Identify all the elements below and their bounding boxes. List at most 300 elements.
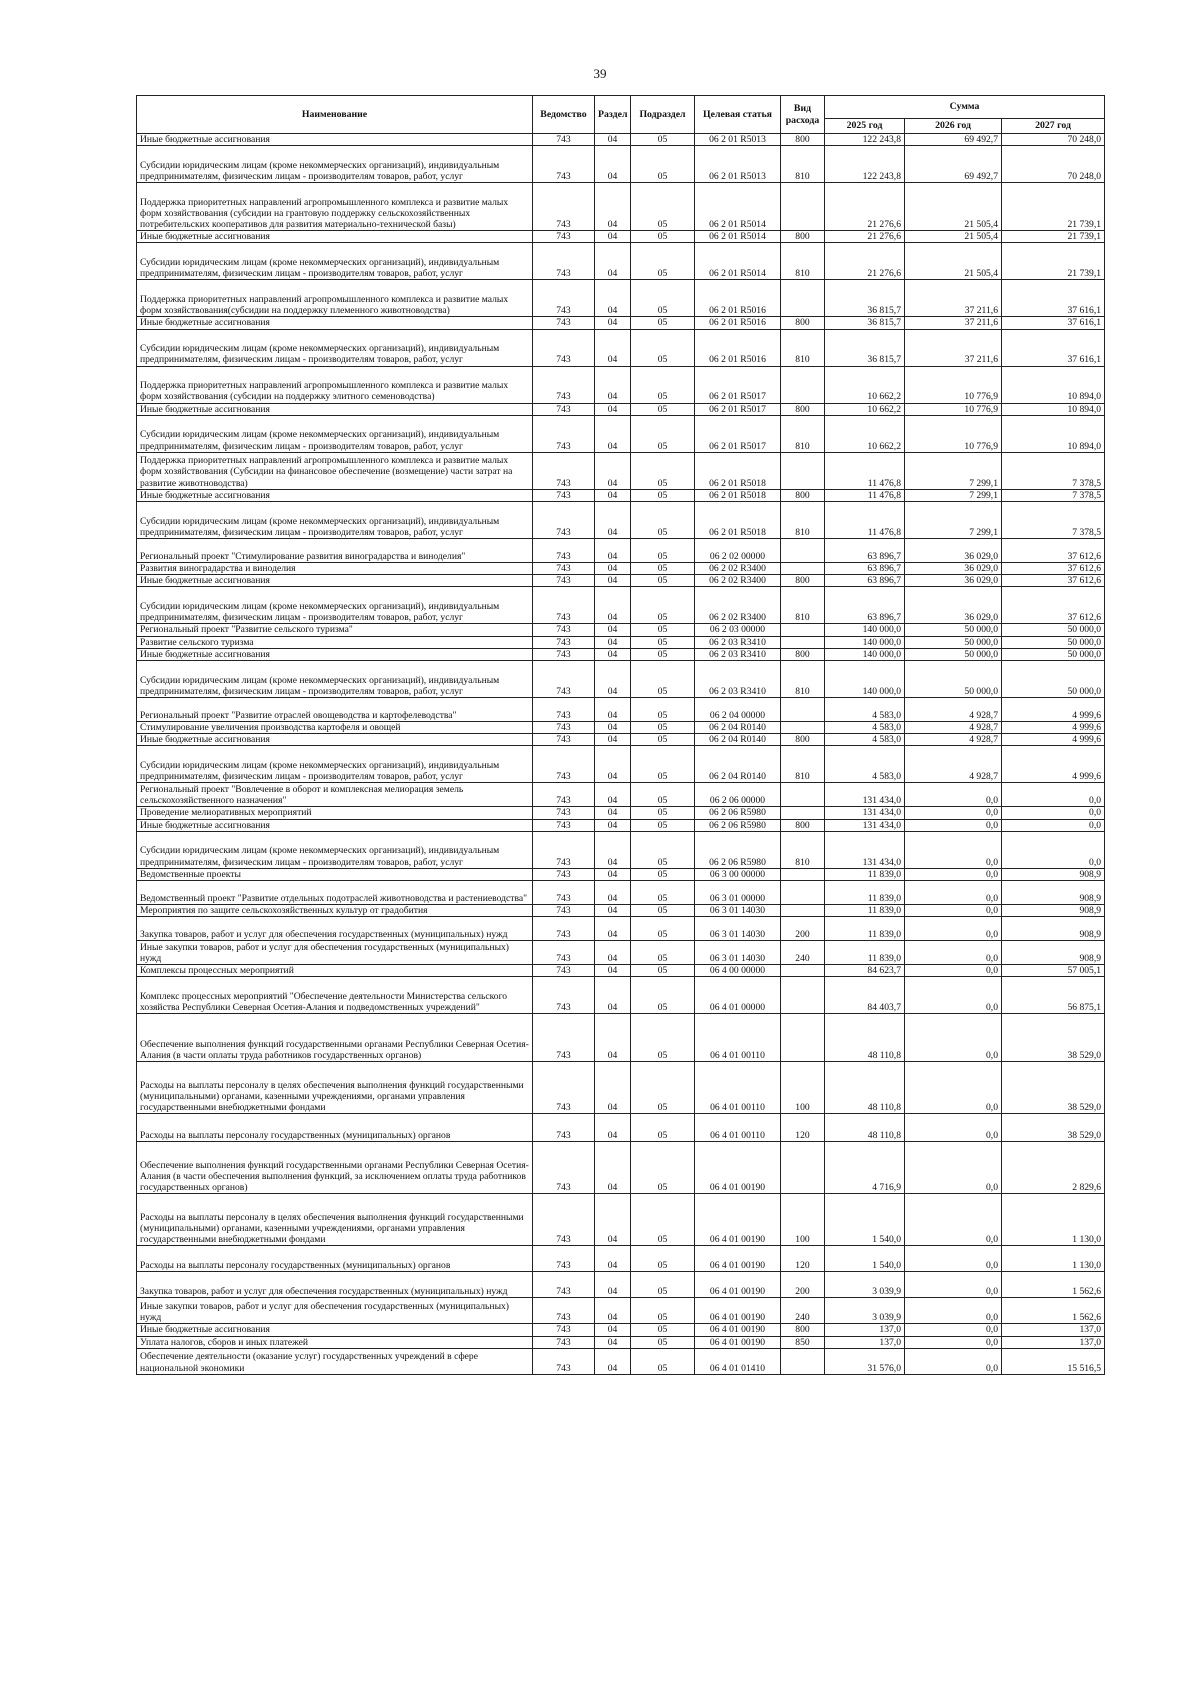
row-target: 06 2 04 00000 (695, 698, 781, 722)
row-sum-2027: 37 616,1 (1002, 329, 1105, 366)
table-row (137, 563, 1105, 575)
row-razdel: 04 (595, 698, 631, 722)
row-sum-2026: 0,0 (905, 1014, 1002, 1062)
row-name: Иные закупки товаров, работ и услуг для обеспечения государственных (муниципальных) нужд (137, 1298, 533, 1324)
row-razdel: 04 (595, 146, 631, 183)
row-razdel: 04 (595, 539, 631, 563)
row-sum-2026: 69 492,7 (905, 134, 1002, 146)
row-vid: 800 (781, 734, 825, 746)
row-vid: 800 (781, 134, 825, 146)
row-sum-2025: 48 110,8 (825, 1062, 905, 1114)
row-sum-2026: 4 928,7 (905, 746, 1002, 783)
row-podrazdel: 05 (631, 905, 695, 917)
row-vedomstvo: 743 (533, 183, 595, 231)
row-vedomstvo: 743 (533, 905, 595, 917)
row-vedomstvo: 743 (533, 539, 595, 563)
row-razdel: 04 (595, 807, 631, 819)
row-name: Мероприятия по защите сельскохозяйственных культур от градобития (137, 905, 533, 917)
row-podrazdel: 05 (631, 183, 695, 231)
header-vid: Вид расхода (781, 96, 825, 134)
row-sum-2026: 0,0 (905, 917, 1002, 941)
row-target: 06 2 02 R3400 (695, 563, 781, 575)
row-vedomstvo: 743 (533, 698, 595, 722)
row-sum-2027: 57 005,1 (1002, 965, 1105, 977)
row-sum-2027: 21 739,1 (1002, 243, 1105, 280)
row-vedomstvo: 743 (533, 881, 595, 905)
row-vid: 810 (781, 243, 825, 280)
row-sum-2026: 0,0 (905, 1246, 1002, 1272)
row-sum-2027: 908,9 (1002, 941, 1105, 965)
table-row (137, 1272, 1105, 1298)
row-podrazdel: 05 (631, 1336, 695, 1348)
row-name: Иные бюджетные ассигнования (137, 403, 533, 415)
row-sum-2025: 11 839,0 (825, 905, 905, 917)
row-sum-2025: 63 896,7 (825, 575, 905, 587)
row-vedomstvo: 743 (533, 661, 595, 698)
row-name: Региональный проект "Вовлечение в оборот и комплексная мелиорация земель сельскохозяйственного назначения" (137, 783, 533, 807)
row-podrazdel: 05 (631, 977, 695, 1014)
row-sum-2027: 137,0 (1002, 1336, 1105, 1348)
table-row (137, 1324, 1105, 1336)
table-row (137, 698, 1105, 722)
row-sum-2025: 11 476,8 (825, 489, 905, 501)
row-sum-2027: 4 999,6 (1002, 698, 1105, 722)
row-target: 06 4 01 00000 (695, 977, 781, 1014)
budget-table (136, 95, 1105, 1375)
table-row (137, 1246, 1105, 1272)
row-sum-2025: 21 276,6 (825, 243, 905, 280)
row-sum-2025: 3 039,9 (825, 1298, 905, 1324)
row-vid: 800 (781, 648, 825, 660)
table-row (137, 403, 1105, 415)
row-name: Поддержка приоритетных направлений агропромышленного комплекса и развитие малых форм хозяйствования (Субсидии на финансовое обеспечение (возмещение) части затрат на развитие животноводства) (137, 452, 533, 489)
row-target: 06 2 06 R5980 (695, 807, 781, 819)
row-sum-2026: 0,0 (905, 1336, 1002, 1348)
row-vedomstvo: 743 (533, 366, 595, 403)
row-sum-2025: 63 896,7 (825, 539, 905, 563)
row-razdel: 04 (595, 868, 631, 880)
row-vid: 200 (781, 1272, 825, 1298)
row-sum-2026: 0,0 (905, 1194, 1002, 1246)
row-sum-2026: 0,0 (905, 977, 1002, 1014)
row-razdel: 04 (595, 1246, 631, 1272)
row-target: 06 3 01 14030 (695, 905, 781, 917)
row-sum-2027: 4 999,6 (1002, 734, 1105, 746)
row-vid: 810 (781, 831, 825, 868)
row-sum-2026: 69 492,7 (905, 146, 1002, 183)
row-sum-2025: 4 583,0 (825, 746, 905, 783)
row-name: Развития виноградарства и виноделия (137, 563, 533, 575)
row-sum-2027: 0,0 (1002, 819, 1105, 831)
row-razdel: 04 (595, 329, 631, 366)
row-vid: 810 (781, 502, 825, 539)
row-target: 06 2 06 R5980 (695, 831, 781, 868)
row-name: Развитие сельского туризма (137, 636, 533, 648)
row-vedomstvo: 743 (533, 965, 595, 977)
row-sum-2026: 0,0 (905, 1298, 1002, 1324)
row-sum-2026: 0,0 (905, 1114, 1002, 1142)
row-razdel: 04 (595, 183, 631, 231)
row-target: 06 2 01 R5014 (695, 231, 781, 243)
row-podrazdel: 05 (631, 819, 695, 831)
row-sum-2025: 11 839,0 (825, 941, 905, 965)
row-razdel: 04 (595, 317, 631, 329)
row-name: Расходы на выплаты персоналу в целях обеспечения выполнения функций государственными (муниципальными) органами, казенными учреждениями, органами управления государственными внебюджетными фондами (137, 1062, 533, 1114)
row-podrazdel: 05 (631, 280, 695, 317)
row-razdel: 04 (595, 563, 631, 575)
row-vedomstvo: 743 (533, 502, 595, 539)
row-sum-2026: 4 928,7 (905, 698, 1002, 722)
row-sum-2025: 48 110,8 (825, 1014, 905, 1062)
row-sum-2025: 3 039,9 (825, 1272, 905, 1298)
row-vedomstvo: 743 (533, 1142, 595, 1194)
table-row (137, 722, 1105, 734)
row-name: Субсидии юридическим лицам (кроме некоммерческих организаций), индивидуальным предпринимателям, физическим лицам - производителям товаров, работ, услуг (137, 502, 533, 539)
row-sum-2027: 37 612,6 (1002, 575, 1105, 587)
row-sum-2025: 137,0 (825, 1324, 905, 1336)
row-sum-2025: 11 839,0 (825, 881, 905, 905)
row-target: 06 2 01 R5014 (695, 243, 781, 280)
row-sum-2027: 908,9 (1002, 868, 1105, 880)
row-podrazdel: 05 (631, 575, 695, 587)
row-sum-2025: 10 662,2 (825, 415, 905, 452)
row-name: Субсидии юридическим лицам (кроме некоммерческих организаций), индивидуальным предпринимателям, физическим лицам - производителям товаров, работ, услуг (137, 661, 533, 698)
row-vedomstvo: 743 (533, 243, 595, 280)
row-sum-2025: 4 583,0 (825, 698, 905, 722)
row-target: 06 4 01 00190 (695, 1272, 781, 1298)
table-row (137, 661, 1105, 698)
row-name: Иные бюджетные ассигнования (137, 648, 533, 660)
header-2027: 2027 год (1002, 119, 1105, 134)
row-target: 06 2 04 R0140 (695, 722, 781, 734)
row-razdel: 04 (595, 905, 631, 917)
row-sum-2026: 36 029,0 (905, 575, 1002, 587)
table-row (137, 317, 1105, 329)
row-name: Расходы на выплаты персоналу государственных (муниципальных) органов (137, 1114, 533, 1142)
row-sum-2025: 10 662,2 (825, 366, 905, 403)
row-name: Иные бюджетные ассигнования (137, 489, 533, 501)
row-vedomstvo: 743 (533, 575, 595, 587)
row-podrazdel: 05 (631, 624, 695, 636)
row-razdel: 04 (595, 587, 631, 624)
row-podrazdel: 05 (631, 722, 695, 734)
row-name: Уплата налогов, сборов и иных платежей (137, 1336, 533, 1348)
row-sum-2026: 36 029,0 (905, 587, 1002, 624)
row-vedomstvo: 743 (533, 831, 595, 868)
table-row (137, 183, 1105, 231)
row-vid (781, 965, 825, 977)
row-vid: 800 (781, 231, 825, 243)
row-name: Иные бюджетные ассигнования (137, 734, 533, 746)
row-target: 06 2 01 R5014 (695, 183, 781, 231)
row-podrazdel: 05 (631, 502, 695, 539)
table-row (137, 415, 1105, 452)
row-vid: 800 (781, 403, 825, 415)
row-target: 06 4 01 00190 (695, 1298, 781, 1324)
row-name: Субсидии юридическим лицам (кроме некоммерческих организаций), индивидуальным предпринимателям, физическим лицам - производителям товаров, работ, услуг (137, 146, 533, 183)
row-vedomstvo: 743 (533, 734, 595, 746)
row-razdel: 04 (595, 134, 631, 146)
table-row (137, 1142, 1105, 1194)
row-razdel: 04 (595, 1348, 631, 1374)
row-sum-2025: 131 434,0 (825, 831, 905, 868)
row-sum-2027: 7 378,5 (1002, 452, 1105, 489)
row-vedomstvo: 743 (533, 587, 595, 624)
row-target: 06 4 01 00110 (695, 1114, 781, 1142)
row-vid: 100 (781, 1062, 825, 1114)
row-target: 06 2 02 00000 (695, 539, 781, 563)
row-sum-2026: 0,0 (905, 807, 1002, 819)
row-sum-2025: 11 476,8 (825, 502, 905, 539)
row-name: Поддержка приоритетных направлений агропромышленного комплекса и развитие малых форм хозяйствования (субсидии на грантовую поддержку сельскохозяйственных потребительских кооперативов для развития материально-технической базы) (137, 183, 533, 231)
row-name: Закупка товаров, работ и услуг для обеспечения государственных (муниципальных) нужд (137, 917, 533, 941)
row-vedomstvo: 743 (533, 1348, 595, 1374)
row-target: 06 2 01 R5016 (695, 329, 781, 366)
header-target: Целевая статья (695, 96, 781, 134)
row-sum-2026: 10 776,9 (905, 403, 1002, 415)
row-vid (781, 366, 825, 403)
row-name: Региональный проект "Развитие отраслей овощеводства и картофелеводства" (137, 698, 533, 722)
row-vedomstvo: 743 (533, 624, 595, 636)
row-podrazdel: 05 (631, 783, 695, 807)
row-vid (781, 783, 825, 807)
row-sum-2025: 21 276,6 (825, 183, 905, 231)
table-row (137, 783, 1105, 807)
row-target: 06 2 01 R5016 (695, 280, 781, 317)
row-razdel: 04 (595, 1272, 631, 1298)
row-sum-2026: 21 505,4 (905, 183, 1002, 231)
row-name: Ведомственные проекты (137, 868, 533, 880)
row-sum-2026: 0,0 (905, 819, 1002, 831)
row-podrazdel: 05 (631, 1324, 695, 1336)
row-razdel: 04 (595, 965, 631, 977)
table-row (137, 905, 1105, 917)
table-row (137, 1114, 1105, 1142)
row-sum-2027: 1 562,6 (1002, 1272, 1105, 1298)
row-sum-2025: 84 403,7 (825, 977, 905, 1014)
row-podrazdel: 05 (631, 317, 695, 329)
row-podrazdel: 05 (631, 746, 695, 783)
row-target: 06 2 01 R5017 (695, 366, 781, 403)
row-razdel: 04 (595, 1014, 631, 1062)
row-sum-2026: 37 211,6 (905, 329, 1002, 366)
row-sum-2026: 37 211,6 (905, 317, 1002, 329)
row-target: 06 2 01 R5017 (695, 415, 781, 452)
row-podrazdel: 05 (631, 539, 695, 563)
row-podrazdel: 05 (631, 243, 695, 280)
row-razdel: 04 (595, 746, 631, 783)
row-vedomstvo: 743 (533, 1324, 595, 1336)
row-sum-2025: 31 576,0 (825, 1348, 905, 1374)
row-target: 06 2 06 00000 (695, 783, 781, 807)
row-name: Комплексы процессных мероприятий (137, 965, 533, 977)
row-sum-2026: 21 505,4 (905, 231, 1002, 243)
row-sum-2027: 1 130,0 (1002, 1194, 1105, 1246)
row-vedomstvo: 743 (533, 317, 595, 329)
row-sum-2026: 0,0 (905, 1062, 1002, 1114)
row-vid (781, 1142, 825, 1194)
row-sum-2026: 50 000,0 (905, 648, 1002, 660)
row-podrazdel: 05 (631, 329, 695, 366)
row-podrazdel: 05 (631, 1114, 695, 1142)
row-razdel: 04 (595, 783, 631, 807)
row-sum-2026: 0,0 (905, 941, 1002, 965)
row-vedomstvo: 743 (533, 329, 595, 366)
row-podrazdel: 05 (631, 965, 695, 977)
table-row (137, 146, 1105, 183)
header-vedomstvo: Ведомство (533, 96, 595, 134)
row-sum-2027: 0,0 (1002, 783, 1105, 807)
row-podrazdel: 05 (631, 698, 695, 722)
row-name: Региональный проект "Развитие сельского туризма" (137, 624, 533, 636)
row-vedomstvo: 743 (533, 636, 595, 648)
row-sum-2025: 21 276,6 (825, 231, 905, 243)
row-name: Обеспечение выполнения функций государственными органами Республики Северная Осетия-Алания (в части обеспечения выполнения функций, за исключением оплаты труда работников государственных органов) (137, 1142, 533, 1194)
row-sum-2027: 50 000,0 (1002, 648, 1105, 660)
row-target: 06 2 03 R3410 (695, 661, 781, 698)
row-sum-2027: 21 739,1 (1002, 231, 1105, 243)
row-sum-2025: 36 815,7 (825, 280, 905, 317)
row-sum-2025: 131 434,0 (825, 783, 905, 807)
row-target: 06 2 02 R3400 (695, 587, 781, 624)
row-target: 06 2 03 R3410 (695, 636, 781, 648)
row-sum-2027: 50 000,0 (1002, 636, 1105, 648)
row-vid: 800 (781, 317, 825, 329)
row-razdel: 04 (595, 489, 631, 501)
row-name: Расходы на выплаты персоналу государственных (муниципальных) органов (137, 1246, 533, 1272)
row-sum-2025: 11 839,0 (825, 868, 905, 880)
row-sum-2027: 38 529,0 (1002, 1014, 1105, 1062)
row-podrazdel: 05 (631, 807, 695, 819)
row-name: Закупка товаров, работ и услуг для обеспечения государственных (муниципальных) нужд (137, 1272, 533, 1298)
row-sum-2025: 131 434,0 (825, 807, 905, 819)
row-razdel: 04 (595, 722, 631, 734)
row-sum-2025: 140 000,0 (825, 624, 905, 636)
table-row (137, 575, 1105, 587)
row-target: 06 2 01 R5013 (695, 146, 781, 183)
table-row (137, 329, 1105, 366)
table-row (137, 1298, 1105, 1324)
row-name: Субсидии юридическим лицам (кроме некоммерческих организаций), индивидуальным предпринимателям, физическим лицам - производителям товаров, работ, услуг (137, 243, 533, 280)
header-2025: 2025 год (825, 119, 905, 134)
row-sum-2025: 36 815,7 (825, 329, 905, 366)
row-podrazdel: 05 (631, 587, 695, 624)
row-razdel: 04 (595, 243, 631, 280)
row-target: 06 4 00 00000 (695, 965, 781, 977)
row-razdel: 04 (595, 831, 631, 868)
row-name: Субсидии юридическим лицам (кроме некоммерческих организаций), индивидуальным предпринимателям, физическим лицам - производителям товаров, работ, услуг (137, 329, 533, 366)
row-vedomstvo: 743 (533, 1298, 595, 1324)
row-sum-2025: 4 583,0 (825, 734, 905, 746)
row-target: 06 4 01 00190 (695, 1142, 781, 1194)
row-sum-2026: 7 299,1 (905, 452, 1002, 489)
row-target: 06 4 01 00190 (695, 1246, 781, 1272)
row-target: 06 4 01 00190 (695, 1336, 781, 1348)
row-vid (781, 698, 825, 722)
row-sum-2027: 38 529,0 (1002, 1062, 1105, 1114)
row-sum-2026: 0,0 (905, 905, 1002, 917)
table-row (137, 819, 1105, 831)
row-sum-2027: 0,0 (1002, 807, 1105, 819)
table-row (137, 231, 1105, 243)
row-vid: 810 (781, 587, 825, 624)
row-vid: 810 (781, 415, 825, 452)
row-vid (781, 977, 825, 1014)
row-razdel: 04 (595, 1142, 631, 1194)
row-vedomstvo: 743 (533, 807, 595, 819)
row-sum-2027: 1 130,0 (1002, 1246, 1105, 1272)
row-vid (781, 539, 825, 563)
row-sum-2025: 140 000,0 (825, 661, 905, 698)
row-vedomstvo: 743 (533, 819, 595, 831)
row-target: 06 4 01 00190 (695, 1194, 781, 1246)
row-name: Обеспечение выполнения функций государственными органами Республики Северная Осетия-Алания (в части оплаты труда работников государственных органов) (137, 1014, 533, 1062)
row-target: 06 2 06 R5980 (695, 819, 781, 831)
row-podrazdel: 05 (631, 648, 695, 660)
row-vedomstvo: 743 (533, 783, 595, 807)
row-podrazdel: 05 (631, 489, 695, 501)
row-sum-2027: 2 829,6 (1002, 1142, 1105, 1194)
row-name: Проведение мелиоративных мероприятий (137, 807, 533, 819)
row-name: Субсидии юридическим лицам (кроме некоммерческих организаций), индивидуальным предпринимателям, физическим лицам - производителям товаров, работ, услуг (137, 746, 533, 783)
row-razdel: 04 (595, 366, 631, 403)
row-vid (781, 1348, 825, 1374)
row-vedomstvo: 743 (533, 1114, 595, 1142)
row-name: Иные закупки товаров, работ и услуг для обеспечения государственных (муниципальных) нужд (137, 941, 533, 965)
row-sum-2026: 36 029,0 (905, 563, 1002, 575)
row-vedomstvo: 743 (533, 134, 595, 146)
row-vid (781, 807, 825, 819)
row-sum-2026: 0,0 (905, 965, 1002, 977)
row-vid (781, 722, 825, 734)
row-sum-2025: 11 839,0 (825, 917, 905, 941)
table-header (137, 96, 1105, 134)
row-vedomstvo: 743 (533, 489, 595, 501)
row-vedomstvo: 743 (533, 1272, 595, 1298)
row-sum-2027: 37 616,1 (1002, 317, 1105, 329)
table-row (137, 1348, 1105, 1374)
row-razdel: 04 (595, 231, 631, 243)
row-sum-2025: 84 623,7 (825, 965, 905, 977)
row-razdel: 04 (595, 941, 631, 965)
row-sum-2027: 37 612,6 (1002, 539, 1105, 563)
row-target: 06 2 03 R3410 (695, 648, 781, 660)
row-sum-2027: 15 516,5 (1002, 1348, 1105, 1374)
row-vedomstvo: 743 (533, 452, 595, 489)
table-row (137, 539, 1105, 563)
row-sum-2025: 36 815,7 (825, 317, 905, 329)
row-name: Иные бюджетные ассигнования (137, 575, 533, 587)
row-name: Иные бюджетные ассигнования (137, 317, 533, 329)
row-vid: 810 (781, 329, 825, 366)
row-vedomstvo: 743 (533, 868, 595, 880)
row-vedomstvo: 743 (533, 231, 595, 243)
row-sum-2026: 21 505,4 (905, 243, 1002, 280)
row-target: 06 3 01 14030 (695, 941, 781, 965)
row-podrazdel: 05 (631, 734, 695, 746)
table-row (137, 1336, 1105, 1348)
row-sum-2026: 0,0 (905, 868, 1002, 880)
row-razdel: 04 (595, 415, 631, 452)
row-vid: 800 (781, 575, 825, 587)
row-razdel: 04 (595, 661, 631, 698)
table-row (137, 280, 1105, 317)
row-target: 06 4 01 00190 (695, 1324, 781, 1336)
row-podrazdel: 05 (631, 1298, 695, 1324)
row-vedomstvo: 743 (533, 563, 595, 575)
row-vedomstvo: 743 (533, 1246, 595, 1272)
row-podrazdel: 05 (631, 415, 695, 452)
